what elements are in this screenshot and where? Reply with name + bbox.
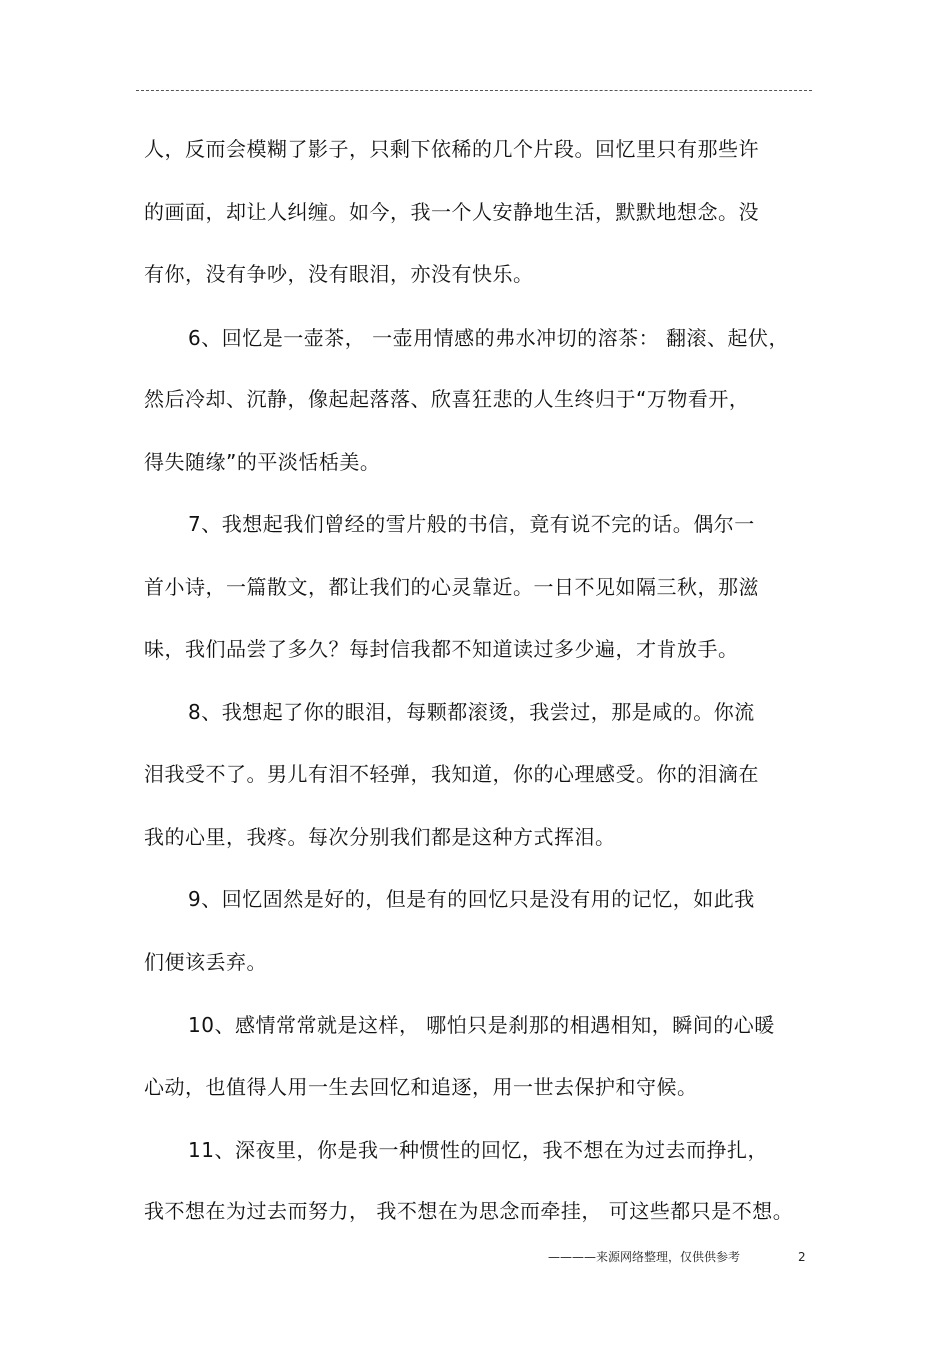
text-line: 我的心里，我疼。每次分别我们都是这种方式挥泪。 [144, 825, 616, 849]
header-divider [136, 90, 812, 91]
text-line: 泪我受不了。男儿有泪不轻弹，我知道，你的心理感受。你的泪滴在 [144, 762, 759, 786]
footer-source-note: ————来源网络整理，仅供供参考 [548, 1250, 741, 1264]
text-line: 人，反而会模糊了影子，只剩下依稀的几个片段。回忆里只有那些许 [144, 137, 759, 161]
paragraph-7-start: 7、我想起我们曾经的雪片般的书信，竟有说不完的话。偶尔一 [188, 512, 755, 536]
paragraph-10-start: 10、感情常常就是这样， 哪怕只是刹那的相遇相知，瞬间的心暖 [188, 1013, 775, 1037]
text-line: 首小诗，一篇散文，都让我们的心灵靠近。一日不见如隔三秋，那滋 [144, 575, 759, 599]
paragraph-9-start: 9、回忆固然是好的，但是有的回忆只是没有用的记忆，如此我 [188, 887, 755, 911]
text-line: 我不想在为过去而努力， 我不想在为思念而牵挂， 可这些都只是不想。 [144, 1199, 794, 1223]
paragraph-6-start: 6、回忆是一壶茶， 一壶用情感的弗水冲切的溶茶： 翻滚、起伏， [188, 326, 789, 350]
text-line: 味，我们品尝了多久？每封信我都不知道读过多少遍，才肯放手。 [144, 637, 739, 661]
paragraph-11-start: 11、深夜里，你是我一种惯性的回忆，我不想在为过去而挣扎， [188, 1138, 768, 1162]
text-line: 得失随缘”的平淡恬栝美。 [144, 450, 381, 474]
text-line: 然后冷却、沉静，像起起落落、欣喜狂悲的人生终归于“万物看开， [144, 387, 750, 411]
text-line: 心动，也值得人用一生去回忆和追逐，用一世去保护和守候。 [144, 1075, 698, 1099]
text-line: 们便该丢弃。 [144, 950, 267, 974]
text-line: 的画面，却让人纠缠。如今，我一个人安静地生活，默默地想念。没 [144, 200, 759, 224]
text-line: 有你，没有争吵，没有眼泪，亦没有快乐。 [144, 262, 534, 286]
page-number: 2 [798, 1250, 806, 1264]
paragraph-8-start: 8、我想起了你的眼泪，每颗都滚烫，我尝过，那是咸的。你流 [188, 700, 755, 724]
